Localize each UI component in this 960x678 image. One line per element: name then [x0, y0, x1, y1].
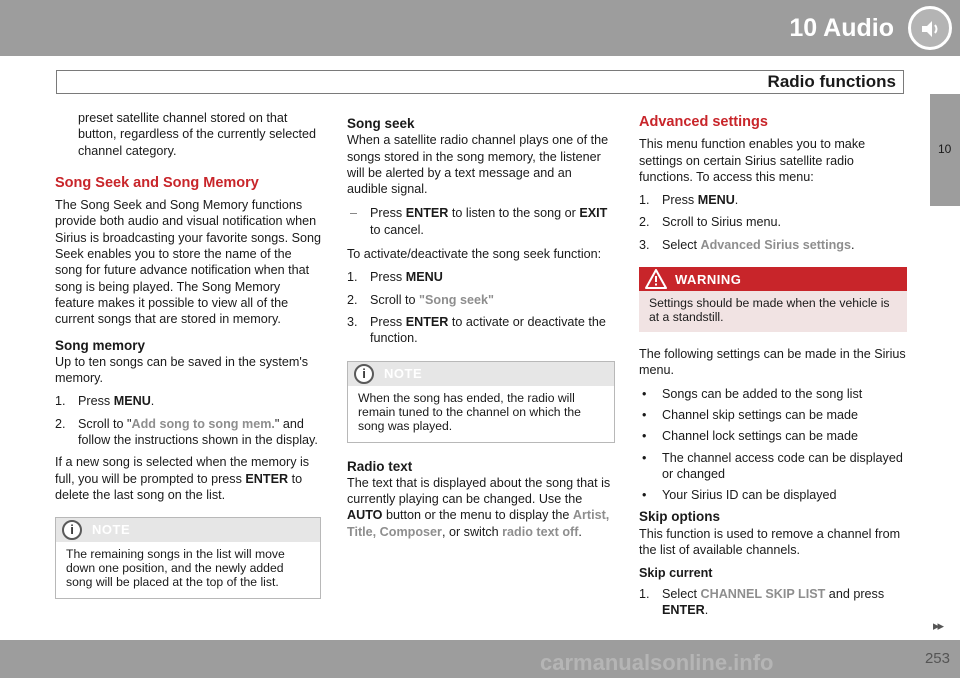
paragraph-radio-text — [347, 475, 615, 540]
song-seek-dash-list — [347, 205, 615, 238]
warning-box — [639, 267, 907, 332]
enter-button-label: ENTER — [245, 471, 289, 486]
heading-skip-current: Skip current — [639, 566, 713, 581]
step-text: Scroll to " — [78, 416, 132, 431]
list-item — [639, 487, 907, 503]
auto-button-label: AUTO — [347, 508, 383, 523]
heading-radio-text: Radio text — [347, 458, 413, 474]
note-body: When the song has ended, the radio will remain tuned to the channel on which the song was played. — [358, 390, 581, 433]
bullet-text: Your Sirius ID can be displayed — [662, 488, 837, 503]
speaker-icon — [908, 6, 952, 50]
chapter-title: 10 Audio — [789, 14, 894, 42]
note-body: The remaining songs in the list will move down one position, and the newly added song will be placed at the top of the list. — [66, 547, 285, 590]
step-text: . — [704, 602, 709, 617]
song-seek-steps — [347, 269, 615, 346]
enter-button-label: ENTER — [405, 206, 449, 221]
column-left — [55, 110, 321, 599]
paragraph-advanced: This menu function enables you to make settings on certain Sirius satellite radio functions. To access this menu: — [639, 137, 866, 184]
step-text: . — [734, 193, 739, 208]
step-number: 1. — [639, 193, 650, 208]
step-text: Select — [662, 237, 701, 252]
text: If a new song is selected when the memory is full, you will be prompted to press — [55, 455, 310, 486]
step-text: to activate or deactivate the function. — [370, 314, 606, 346]
menu-item-advanced-sirius-settings: Advanced Sirius settings — [700, 237, 851, 252]
note-box — [55, 517, 321, 599]
bullet-mark: • — [642, 407, 647, 422]
step-number: 1. — [639, 586, 650, 601]
step-number: 3. — [639, 237, 650, 252]
list-item — [639, 407, 907, 423]
step-number: 2. — [347, 292, 358, 307]
text: to listen to the song or — [448, 206, 580, 221]
bullet-text: Channel lock settings can be made — [662, 429, 859, 444]
column-right — [639, 110, 907, 624]
paragraph-following-settings: The following settings can be made in the Sirius menu. — [639, 347, 906, 378]
bullet-text: Songs can be added to the song list — [662, 386, 863, 401]
chapter-side-tab-label: 10 — [938, 142, 952, 156]
step-text: Press — [370, 314, 406, 329]
enter-button-label: ENTER — [662, 602, 705, 617]
step-number: 2. — [639, 215, 650, 230]
text: . — [578, 524, 582, 539]
paragraph-song-seek: When a satellite radio channel plays one of the songs stored in the song memory, the listener will be alerted by a text message and an audible signal. — [347, 133, 609, 197]
list-item — [639, 428, 907, 444]
step-text: . — [850, 237, 855, 252]
warning-title: WARNING — [675, 272, 742, 288]
step-text: Select — [662, 586, 701, 601]
heading-song-seek-memory: Song Seek and Song Memory — [55, 174, 259, 191]
section-title: Radio functions — [767, 72, 896, 91]
heading-skip-options: Skip options — [639, 509, 720, 525]
step-text: and press — [825, 586, 885, 601]
note-title: NOTE — [384, 365, 423, 381]
warning-header — [639, 267, 907, 291]
list-item — [347, 314, 615, 347]
list-item — [347, 269, 615, 285]
bullet-mark: • — [642, 450, 647, 465]
step-text: . — [150, 394, 155, 409]
step-number: 3. — [347, 314, 358, 329]
info-icon: i — [354, 364, 374, 384]
dash-mark: – — [350, 206, 358, 221]
bullet-mark: • — [642, 488, 647, 503]
heading-song-memory: Song memory — [55, 337, 146, 353]
step-text: Scroll to Sirius menu. — [662, 215, 781, 230]
bullet-mark: • — [642, 386, 647, 401]
list-item — [347, 205, 615, 238]
menu-item-channel-skip-list: CHANNEL SKIP LIST — [700, 586, 826, 601]
step-text: Press — [662, 193, 698, 208]
text: , or switch — [441, 524, 503, 539]
text: Press — [370, 206, 406, 221]
skip-steps — [639, 586, 907, 619]
menu-button-label: MENU — [113, 394, 151, 409]
menu-button-label: MENU — [405, 270, 443, 285]
menu-button-label: MENU — [697, 193, 735, 208]
list-item — [639, 450, 907, 483]
menu-item-song-seek: "Song seek" — [419, 292, 494, 307]
song-memory-steps — [55, 393, 321, 448]
list-item — [639, 192, 907, 208]
step-text: Scroll to — [370, 292, 419, 307]
exit-button-label: EXIT — [579, 206, 608, 221]
list-item — [639, 586, 907, 619]
note-header — [348, 362, 614, 386]
step-text: Press — [78, 394, 114, 409]
warning-body: Settings should be made when the vehicle is at a standstill. — [639, 291, 907, 332]
intro-text: preset satellite channel stored on that button, regardless of the currently selected channel category. — [78, 111, 317, 158]
bullet-mark: • — [642, 429, 647, 444]
text: The text that is displayed about the song that is currently playing can be changed. Use the — [347, 475, 611, 507]
note-header — [56, 518, 320, 542]
menu-item-radio-text-off: radio text off — [502, 524, 579, 539]
column-middle — [347, 110, 615, 547]
list-item — [347, 292, 615, 308]
step-number: 2. — [55, 416, 66, 431]
paragraph-song-memory: Up to ten songs can be saved in the system's memory. — [55, 354, 309, 386]
page-number: 253 — [924, 650, 950, 667]
paragraph-activate: To activate/deactivate the song seek function: — [347, 247, 602, 262]
list-item — [55, 416, 321, 449]
bullet-text: Channel skip settings can be made — [662, 407, 859, 422]
info-icon: i — [62, 520, 82, 540]
menu-item-add-song: Add song to song mem. — [131, 416, 275, 431]
warning-triangle-icon — [645, 269, 667, 293]
heading-advanced-settings: Advanced settings — [639, 114, 768, 130]
paragraph-memory-full — [55, 454, 321, 503]
next-page-arrows-icon[interactable]: ▸▸ — [932, 618, 942, 633]
list-item — [55, 393, 321, 409]
footer-band — [0, 640, 960, 678]
list-item — [639, 237, 907, 253]
bullet-text: The channel access code can be displayed or changed — [662, 450, 903, 481]
heading-song-seek: Song seek — [347, 116, 415, 131]
list-item — [639, 386, 907, 402]
text: button or the menu to display the — [382, 508, 573, 523]
text: to cancel. — [370, 222, 424, 237]
menu-item-artist-title-composer: Artist, Title, Composer — [347, 508, 610, 539]
list-item — [639, 214, 907, 230]
paragraph-song-seek-memory: The Song Seek and Song Memory functions provide both audio and visual notification when Sirius is broadcasting your favorite songs. Song Seek enables you to store the name of the song for future advance notification when that song is being played. The Song Memory feature makes it possible to view all of the current songs that are stored in memory. — [55, 198, 322, 327]
watermark: carmanualsonline.info — [540, 650, 774, 675]
note-title: NOTE — [92, 522, 131, 538]
settings-bullet-list — [639, 386, 907, 504]
text: to delete the last song on the list. — [55, 471, 303, 502]
enter-button-label: ENTER — [405, 314, 449, 329]
paragraph-skip-options: This function is used to remove a channel from the list of available channels. — [639, 526, 901, 558]
step-number: 1. — [55, 394, 66, 409]
step-number: 1. — [347, 270, 358, 285]
advanced-steps — [639, 192, 907, 253]
note-box — [347, 361, 615, 443]
step-text: " and follow the instructions shown in the display. — [78, 416, 318, 448]
step-text: Press — [370, 270, 406, 285]
